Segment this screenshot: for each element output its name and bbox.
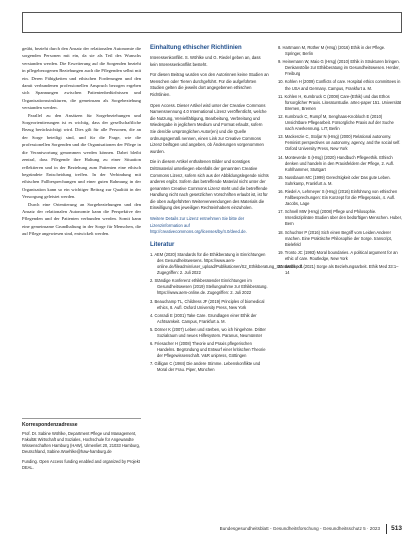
funding-note: Funding. Open Access funding enabled and organized by Projekt DEAL.: [22, 459, 140, 470]
paragraph: Durch eine Orientierung an Sorgebeziehungen und den Ansatz der relationalen Autonomie kann die Perspektive der Pflegenden und der Patienten verbunden werden. Somit kann eine gemeinsame Grundhaltung in der Sorge für Menschen, die auf Pflege angewiesen sind, entwickelt werden.: [22, 201, 141, 237]
reference-item: 17. Schnell MW (Hrsg) (2008) Pflege und Philosophie. Interdisziplinäre Studien über den bedürftigen Menschen. Huber, Bern: [278, 209, 402, 227]
reference-item: 5. Dörner K (2007) Leben und sterben, wo ich hingehöre. Dritter Sozialraum und neues Hilfesystem. Paranus, Neumünster: [150, 326, 266, 338]
column-2: [150, 45, 304, 521]
reference-item: 3. Beauchamp TL, Childress JF (2019) Principles of biomedical ethics, 8. Aufl. Oxford University Press, New York: [150, 298, 265, 310]
reference-item: 10. Kohlen H (2009) Conflicts of care. Hospital ethics committees in the USA and Germany. Campus, Frankfurt a. M.: [278, 79, 401, 91]
reference-item: 2. Ständige Konferenz ethikberatender Einrichtungen im Gesundheitswesen (2019) Stellungnahme zur Ethikberatung. https://www.aem-online.de. Zugegriffen: 2. Juli 2022: [150, 278, 268, 296]
correspondence-heading: Korrespondenzadresse: [22, 422, 78, 428]
paragraph: Die in diesem Artikel enthaltenen Bilder und sonstiges Drittmaterial unterliegen ebenfalls der genannten Creative Commons Lizenz, sofern sich aus der Abbildungslegende nichts anderes ergibt. Sofern das betreffende Material nicht unter der genannten Creative Commons Lizenz steht und die betreffende Handlung nicht nach gesetzlichen Vorschriften erlaubt ist, ist für die oben aufgeführten Weiterverwendungen des Materials die Einwilligung des jeweiligen Rechteinhabers einzuholen.: [150, 159, 269, 211]
paragraph: Open Access. Dieser Artikel wird unter der Creative Commons Namensnennung 4.0 International Lizenz veröffentlicht, welche die Nutzung, Vervielfältigung, Bearbeitung, Verbreitung und Wiedergabe in jeglichem Medium und Format erlaubt, sofern Sie den/die ursprünglichen Autor(en) und die Quelle ordnungsgemäß nennen, einen Link zur Creative Commons Lizenz beifügen und angeben, ob Änderungen vorgenommen wurden.: [150, 102, 267, 154]
reference-item: 11. Kohlen H, Kumbruck C (2008) Care-(Ethik) und das Ethos fürsorglicher Praxis. Literaturstudie. artec-paper 151. Universität Bremen, Bremen: [278, 93, 402, 111]
paragraph-license-link[interactable]: Weitere Details zur Lizenz entnehmen Sie bitte der Lizenzinformation auf http://creativecommons.org/licenses/by/4.0/deed.de.: [150, 216, 247, 235]
header-bar: [22, 12, 402, 33]
reference-list: [278, 45, 402, 276]
correspondence-box: [22, 418, 141, 471]
reference-item: 20. Wöhlke S (2021) Sorge als Beziehungsarbeit. Ethik Med 33:1–14: [278, 264, 399, 276]
column-1: [22, 45, 141, 413]
page-footer: [22, 524, 402, 538]
paragraph: Parallel zu den Ansätzen für Sorgebeziehungen und Sorgeorientierungen ist es wichtig, dass der gesellschaftliche Bezug berücksichtigt wird. Dies gilt für alle Personen, die an der Sorge beteiligt sind, und für die Frage, wie die professionellen Sorgenden und die Organisationen der Pflege in die Verantwortung genommen werden können. Dabei bleibt zentral, dass Pflegende ihre Haltung zu einer Situation reflektieren und in der Beziehung zum Patienten eine ethisch begründete Entscheidung treffen. In der Verbindung mit ethischen Fallbesprechungen und einer guten Rahmung in der Organisation kann so ein wichtiger Beitrag zur Qualität in der Versorgung geleistet werden.: [22, 112, 141, 200]
reference-item: 8. Hartmann M, Rüther M (Hrsg) (2016) Ethik in der Pflege. Springer, Berlin: [278, 45, 386, 57]
reference-item: 6. Friesacher H (2008) Theorie und Praxis pflegerischen Handelns. Begründung und Entwurf einer kritischen Theorie der Pflegewissenschaft. V&R unipress, Göttingen: [150, 341, 266, 359]
journal-citation: Bundesgesundheitsblatt - Gesundheitsforschung - Gesundheitsschutz 5 · 2023: [219, 526, 380, 531]
reference-item: 9. Heinemann W, Maio G (Hrsg) (2010) Ethik in Strukturen bringen. Denkanstöße zur Ethikberatung im Gesundheitswesen. Herder, Freiburg: [278, 59, 400, 77]
paragraph: Für diesen Beitrag wurden von den Autorinnen keine Studien an Menschen oder Tieren durchgeführt. Für die aufgeführten Studien gelten die jeweils dort angegebenen ethischen Richtlinien.: [150, 72, 269, 97]
paragraph: Interessenkonflikt. S. Wöhlke und G. Riedel geben an, dass kein Interessenkonflikt besteht.: [150, 55, 261, 67]
reference-item: 15. Nussbaum MC (1999) Gerechtigkeit oder Das gute Leben. Suhrkamp, Frankfurt a. M.: [278, 174, 391, 186]
correspondence-address: Prof. Dr. Sabine Wöhlke, Department Pflege und Management, Fakultät Wirtschaft und Soziales, Hochschule für Angewandte Wissenschaften Hamburg (HAW), Ulmenliet 20, 21033 Hamburg, Deutschland, Sabine.Woehlke@haw-hamburg.de: [22, 431, 140, 454]
paragraph: geübt, bezieht durch den Ansatz der relationalen Autonomie die sorgenden Personen mit ein, da sie als Teil des Wunschs verstanden werden. Die Erweiterung auf die Sorgenden bezieht in pflegebezogenen Beziehungen auch die Pflegenden selbst mit ein. Deren Fähigkeiten und ethischen Forderungen und den damit verbundenen professionellen Anspruch bezogen ergeben sich Spannungen zwischen Patientenbedürfnissen und Organisationsstrukturen, die gemeinsam als Sorgebeziehung verstanden werden.: [22, 46, 141, 111]
reference-list: [150, 251, 304, 374]
reference-item: 1. AEM (2020) Standards für die Ethikberatung in Einrichtungen des Gesundheitswesens. https://www.aem-online.de/fileadmin/user_upload/Publikationen/S2_Ethikberatung_Standards.pdf. Zugegriffen: 2. Juli 2022: [150, 251, 304, 276]
reference-item: 19. Tronto JC (1993) Moral boundaries. A political argument for an ethic of care. Routledge, New York: [278, 249, 398, 261]
page-number: 513: [386, 524, 402, 534]
column-3: [278, 45, 402, 521]
reference-item: 18. Schuchter P (2016) Sich einen Begriff vom Leiden Anderer machen. Eine Praktische Philosophie der Sorge. transcript, Bielefeld: [278, 229, 392, 247]
reference-item: 12. Kumbruck C, Rumpf M, Senghaas-Knobloch E (2010) Unsichtbare Pflegearbeit. Fürsorgliche Praxis auf der Suche nach Anerkennung. LIT, Berlin: [278, 113, 394, 132]
section-heading-ethics: Einhaltung ethischer Richtlinien: [150, 45, 242, 51]
reference-item: 4. Conradi E (2001) Take Care. Grundlagen einer Ethik der Achtsamkeit. Campus, Frankfurt a. M.: [150, 312, 257, 324]
reference-item: 14. Monteverde S (Hrsg) (2020) Handbuch Pflegeethik. Ethisch denken und handeln in den Praxisfeldern der Pflege, 2. Aufl. Kohlhammer, Stuttgart: [278, 154, 395, 172]
reference-item: 7. Gilligan C (1984) Die andere Stimme. Lebenskonflikte und Moral der Frau. Piper, München: [150, 361, 261, 373]
reference-item: 16. Riedel A, Lehmeyer S (Hrsg) (2016) Einführung von ethischen Fallbesprechungen: Ein Konzept für die Pflegepraxis, 4. Aufl. Jacobs, Lage: [278, 188, 398, 207]
section-heading-literature: Literatur: [150, 241, 175, 248]
reference-item: 13. Mackenzie C, Stoljar N (Hrsg) (2000) Relational autonomy. Feminist perspectives on autonomy, agency, and the social self. Oxford University Press, New York: [278, 134, 401, 152]
